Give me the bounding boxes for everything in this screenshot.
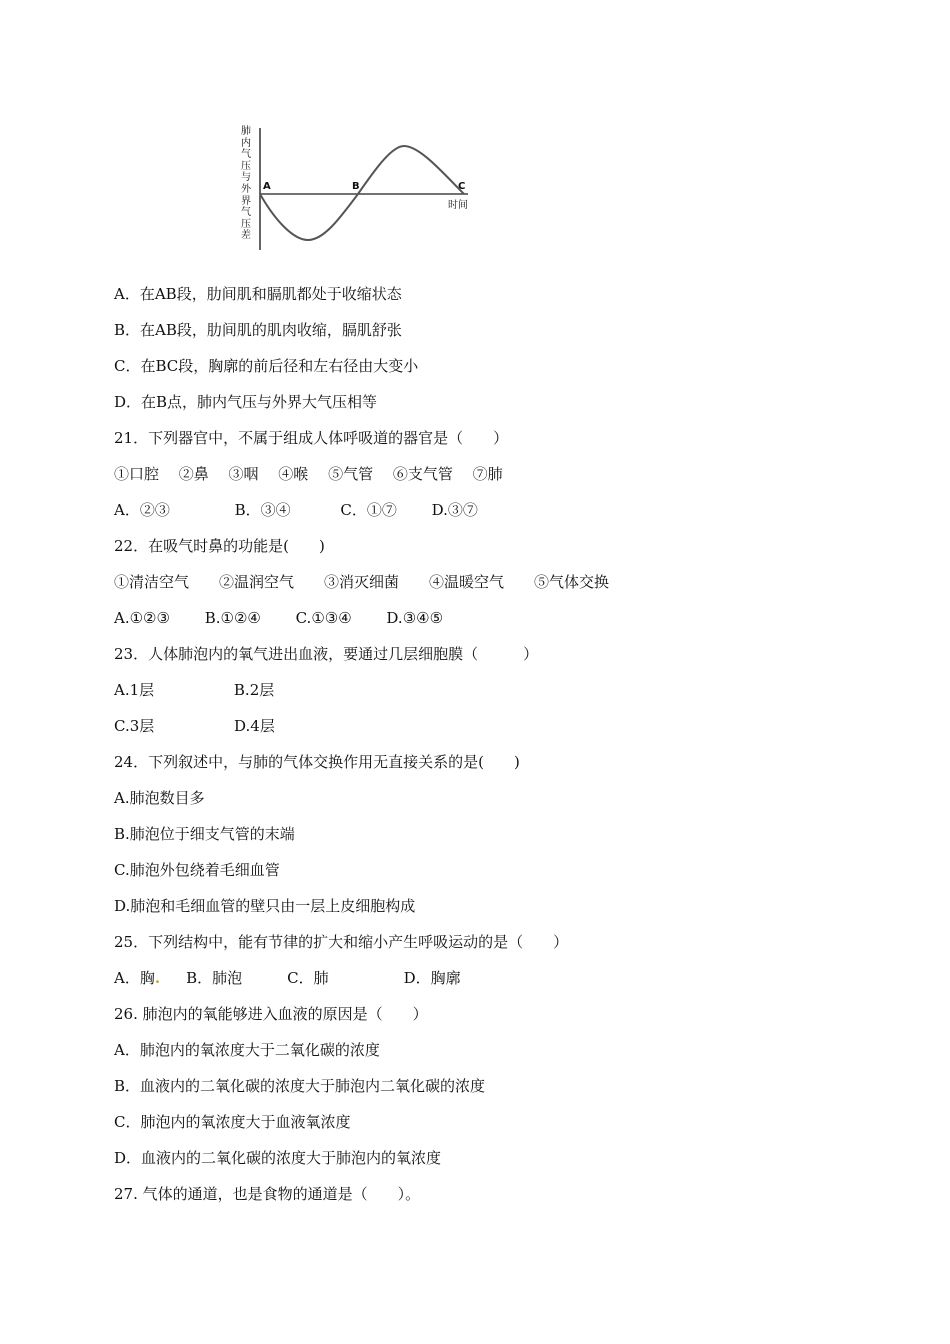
y-axis-label-char: 气 <box>241 149 251 161</box>
point-b-label: B <box>352 181 360 192</box>
question-21: 21．下列器官中，不属于组成人体呼吸道的器官是（ ） <box>114 429 509 447</box>
question-24: 24．下列叙述中，与肺的气体交换作用无直接关系的是( ) <box>114 753 520 771</box>
question-23: 23．人体肺泡内的氧气进出血液，要通过几层细胞膜（ ） <box>114 645 539 663</box>
option-b-ab: B．在AB段，肋间肌的肌肉收缩，膈肌舒张 <box>114 321 402 339</box>
q26-option-a: A．肺泡内的氧浓度大于二氧化碳的浓度 <box>114 1041 380 1059</box>
point-c-label: C <box>458 181 466 192</box>
q25-options <box>114 968 461 988</box>
q25-option-bcd: B．肺泡 C．肺 D．胸廓 <box>186 969 461 987</box>
q25-yellow-dot: . <box>154 969 161 987</box>
y-axis-label-char: 压 <box>241 160 251 172</box>
point-a-label: A <box>263 181 271 192</box>
q24-option-a: A.肺泡数目多 <box>114 789 205 807</box>
pressure-curve-svg <box>236 122 486 258</box>
y-axis-label-char: 差 <box>241 230 251 242</box>
y-axis-label-char: 界 <box>241 195 251 207</box>
q24-option-d: D.肺泡和毛细血管的壁只由一层上皮细胞构成 <box>114 897 416 915</box>
option-c-bc: C．在BC段，胸廓的前后径和左右径由大变小 <box>114 357 419 375</box>
q26-option-c: C．肺泡内的氧浓度大于血液氧浓度 <box>114 1113 351 1131</box>
y-axis-label-char: 气 <box>241 207 251 219</box>
q21-options: A．②③ B．③④ C．①⑦ D.③⑦ <box>114 501 478 519</box>
q22-options: A.①②③ B.①②④ C.①③④ D.③④⑤ <box>114 609 444 627</box>
pressure-curve-figure <box>236 122 486 258</box>
q22-function-list: ①清洁空气 ②温润空气 ③消灭细菌 ④温暖空气 ⑤气体交换 <box>114 573 610 591</box>
q23-options-ab: A.1层 B.2层 <box>114 681 275 699</box>
q24-option-b: B.肺泡位于细支气管的末端 <box>114 825 295 843</box>
y-axis-label-char: 压 <box>241 218 251 230</box>
pressure-curve <box>260 146 464 240</box>
option-d-b-point: D．在B点，肺内气压与外界大气压相等 <box>114 393 378 411</box>
q24-option-c: C.肺泡外包绕着毛细血管 <box>114 861 280 879</box>
question-26: 26. 肺泡内的氧能够进入血液的原因是（ ） <box>114 1005 428 1023</box>
y-axis-label-char: 与 <box>241 172 251 184</box>
q26-option-b: B．血液内的二氧化碳的浓度大于肺泡内二氧化碳的浓度 <box>114 1077 486 1095</box>
question-27: 27. 气体的通道，也是食物的通道是（ ）。 <box>114 1185 421 1203</box>
y-axis-label <box>240 126 252 242</box>
q26-option-d: D．血液内的二氧化碳的浓度大于肺泡内的氧浓度 <box>114 1149 442 1167</box>
y-axis-label-char: 内 <box>241 137 251 149</box>
option-a-ab: A．在AB段，肋间肌和膈肌都处于收缩状态 <box>114 285 402 303</box>
question-22: 22．在吸气时鼻的功能是( ) <box>114 537 325 555</box>
question-25: 25．下列结构中，能有节律的扩大和缩小产生呼吸运动的是（ ） <box>114 933 569 951</box>
q25-option-a: A．胸 <box>114 969 155 987</box>
q23-options-cd: C.3层 D.4层 <box>114 717 275 735</box>
y-axis-label-char: 外 <box>241 183 251 195</box>
y-axis-label-char: 肺 <box>241 126 251 137</box>
q21-organ-list: ①口腔 ②鼻 ③咽 ④喉 ⑤气管 ⑥支气管 ⑦肺 <box>114 465 503 483</box>
x-axis-label: 时间 <box>448 200 468 211</box>
